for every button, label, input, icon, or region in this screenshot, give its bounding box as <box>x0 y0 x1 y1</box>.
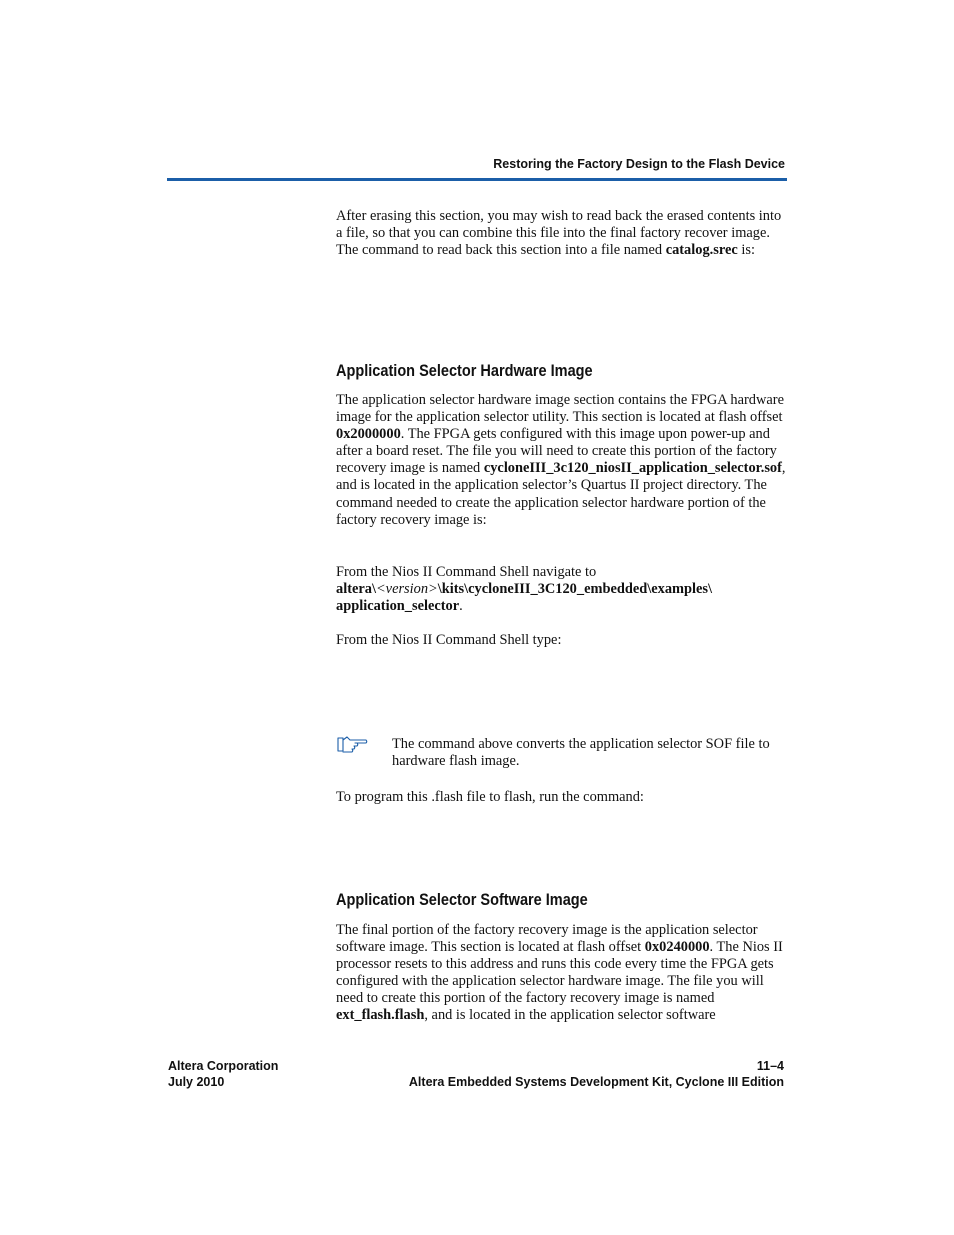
intro-filename: catalog.srec <box>665 242 738 259</box>
hardware-paragraph-2 <box>336 564 786 615</box>
footer-doc-title: Altera Embedded Systems Development Kit, Cyclone III Edition <box>408 1074 784 1089</box>
path-end: . <box>459 598 463 615</box>
hw-p1-text-b: . The FPGA gets configured with this image upon power-up and after a board reset. The file you will need to create this portion of the factory recovery image is named <box>336 426 777 477</box>
sw-flash-filename: ext_flash.flash <box>336 1007 425 1024</box>
hw-p3-text: From the Nios II Command Shell type: <box>336 632 562 648</box>
hw-sof-filename: cycloneIII_3c120_niosII_application_selector.sof <box>483 460 782 477</box>
hw-offset: 0x2000000 <box>336 426 401 443</box>
hw-p2-text: From the Nios II Command Shell navigate to <box>336 564 597 580</box>
footer-left <box>168 1059 278 1090</box>
intro-suffix: is: <box>737 242 755 259</box>
hardware-paragraph-4 <box>336 789 786 806</box>
running-header-title: Restoring the Factory Design to the Flash Device <box>493 157 785 171</box>
sw-offset: 0x0240000 <box>644 939 710 956</box>
intro-paragraph <box>336 208 786 259</box>
sw-p1-text-c: , and is located in the application selector software <box>424 1007 716 1024</box>
software-paragraph-1 <box>336 922 786 1025</box>
sw-p1-text-a: The final portion of the factory recovery image is the application selector software image. This section is located at flash offset <box>336 922 758 956</box>
header-rule <box>167 178 787 181</box>
footer-page-number: 11–4 <box>756 1059 784 1073</box>
path-part-1: altera\ <box>336 581 376 598</box>
intro-text: After erasing this section, you may wish to read back the erased contents into a file, so that you can combine this file into the final factory recover image. The command to read back this section into a file named <box>336 208 782 259</box>
path-version-var: <version> <box>375 581 438 598</box>
hw-p1-text-a: The application selector hardware image section contains the FPGA hardware image for the application selector utility. This section is located at flash offset <box>336 392 784 426</box>
footer-date: July 2010 <box>168 1074 225 1089</box>
path-part-2: \kits\cycloneIII_3C120_embedded\examples\ application_selector <box>336 581 712 615</box>
hw-p1-text-c: , and is located in the application selector’s Quartus II project directory. The command needed to create the application selector hardware portion of the factory recovery image is: <box>336 460 786 528</box>
hardware-paragraph-3 <box>336 632 786 649</box>
footer-right <box>409 1059 784 1090</box>
footer-company: Altera Corporation <box>168 1059 279 1073</box>
heading-hardware-image: Application Selector Hardware Image <box>336 362 593 380</box>
pointing-hand-icon <box>337 735 369 753</box>
hardware-paragraph-1 <box>336 392 786 529</box>
hw-p4-text: To program this .flash file to flash, run the command: <box>336 789 644 805</box>
heading-software-image: Application Selector Software Image <box>336 891 588 909</box>
note-text: The command above converts the application selector SOF file to hardware flash image. <box>392 736 770 770</box>
sw-p1-text-b: . The Nios II processor resets to this address and runs this code every time the FPGA gets configured with the application selector hardware image. The file you will need to create this portion of the factory recovery image is named <box>336 939 783 1007</box>
